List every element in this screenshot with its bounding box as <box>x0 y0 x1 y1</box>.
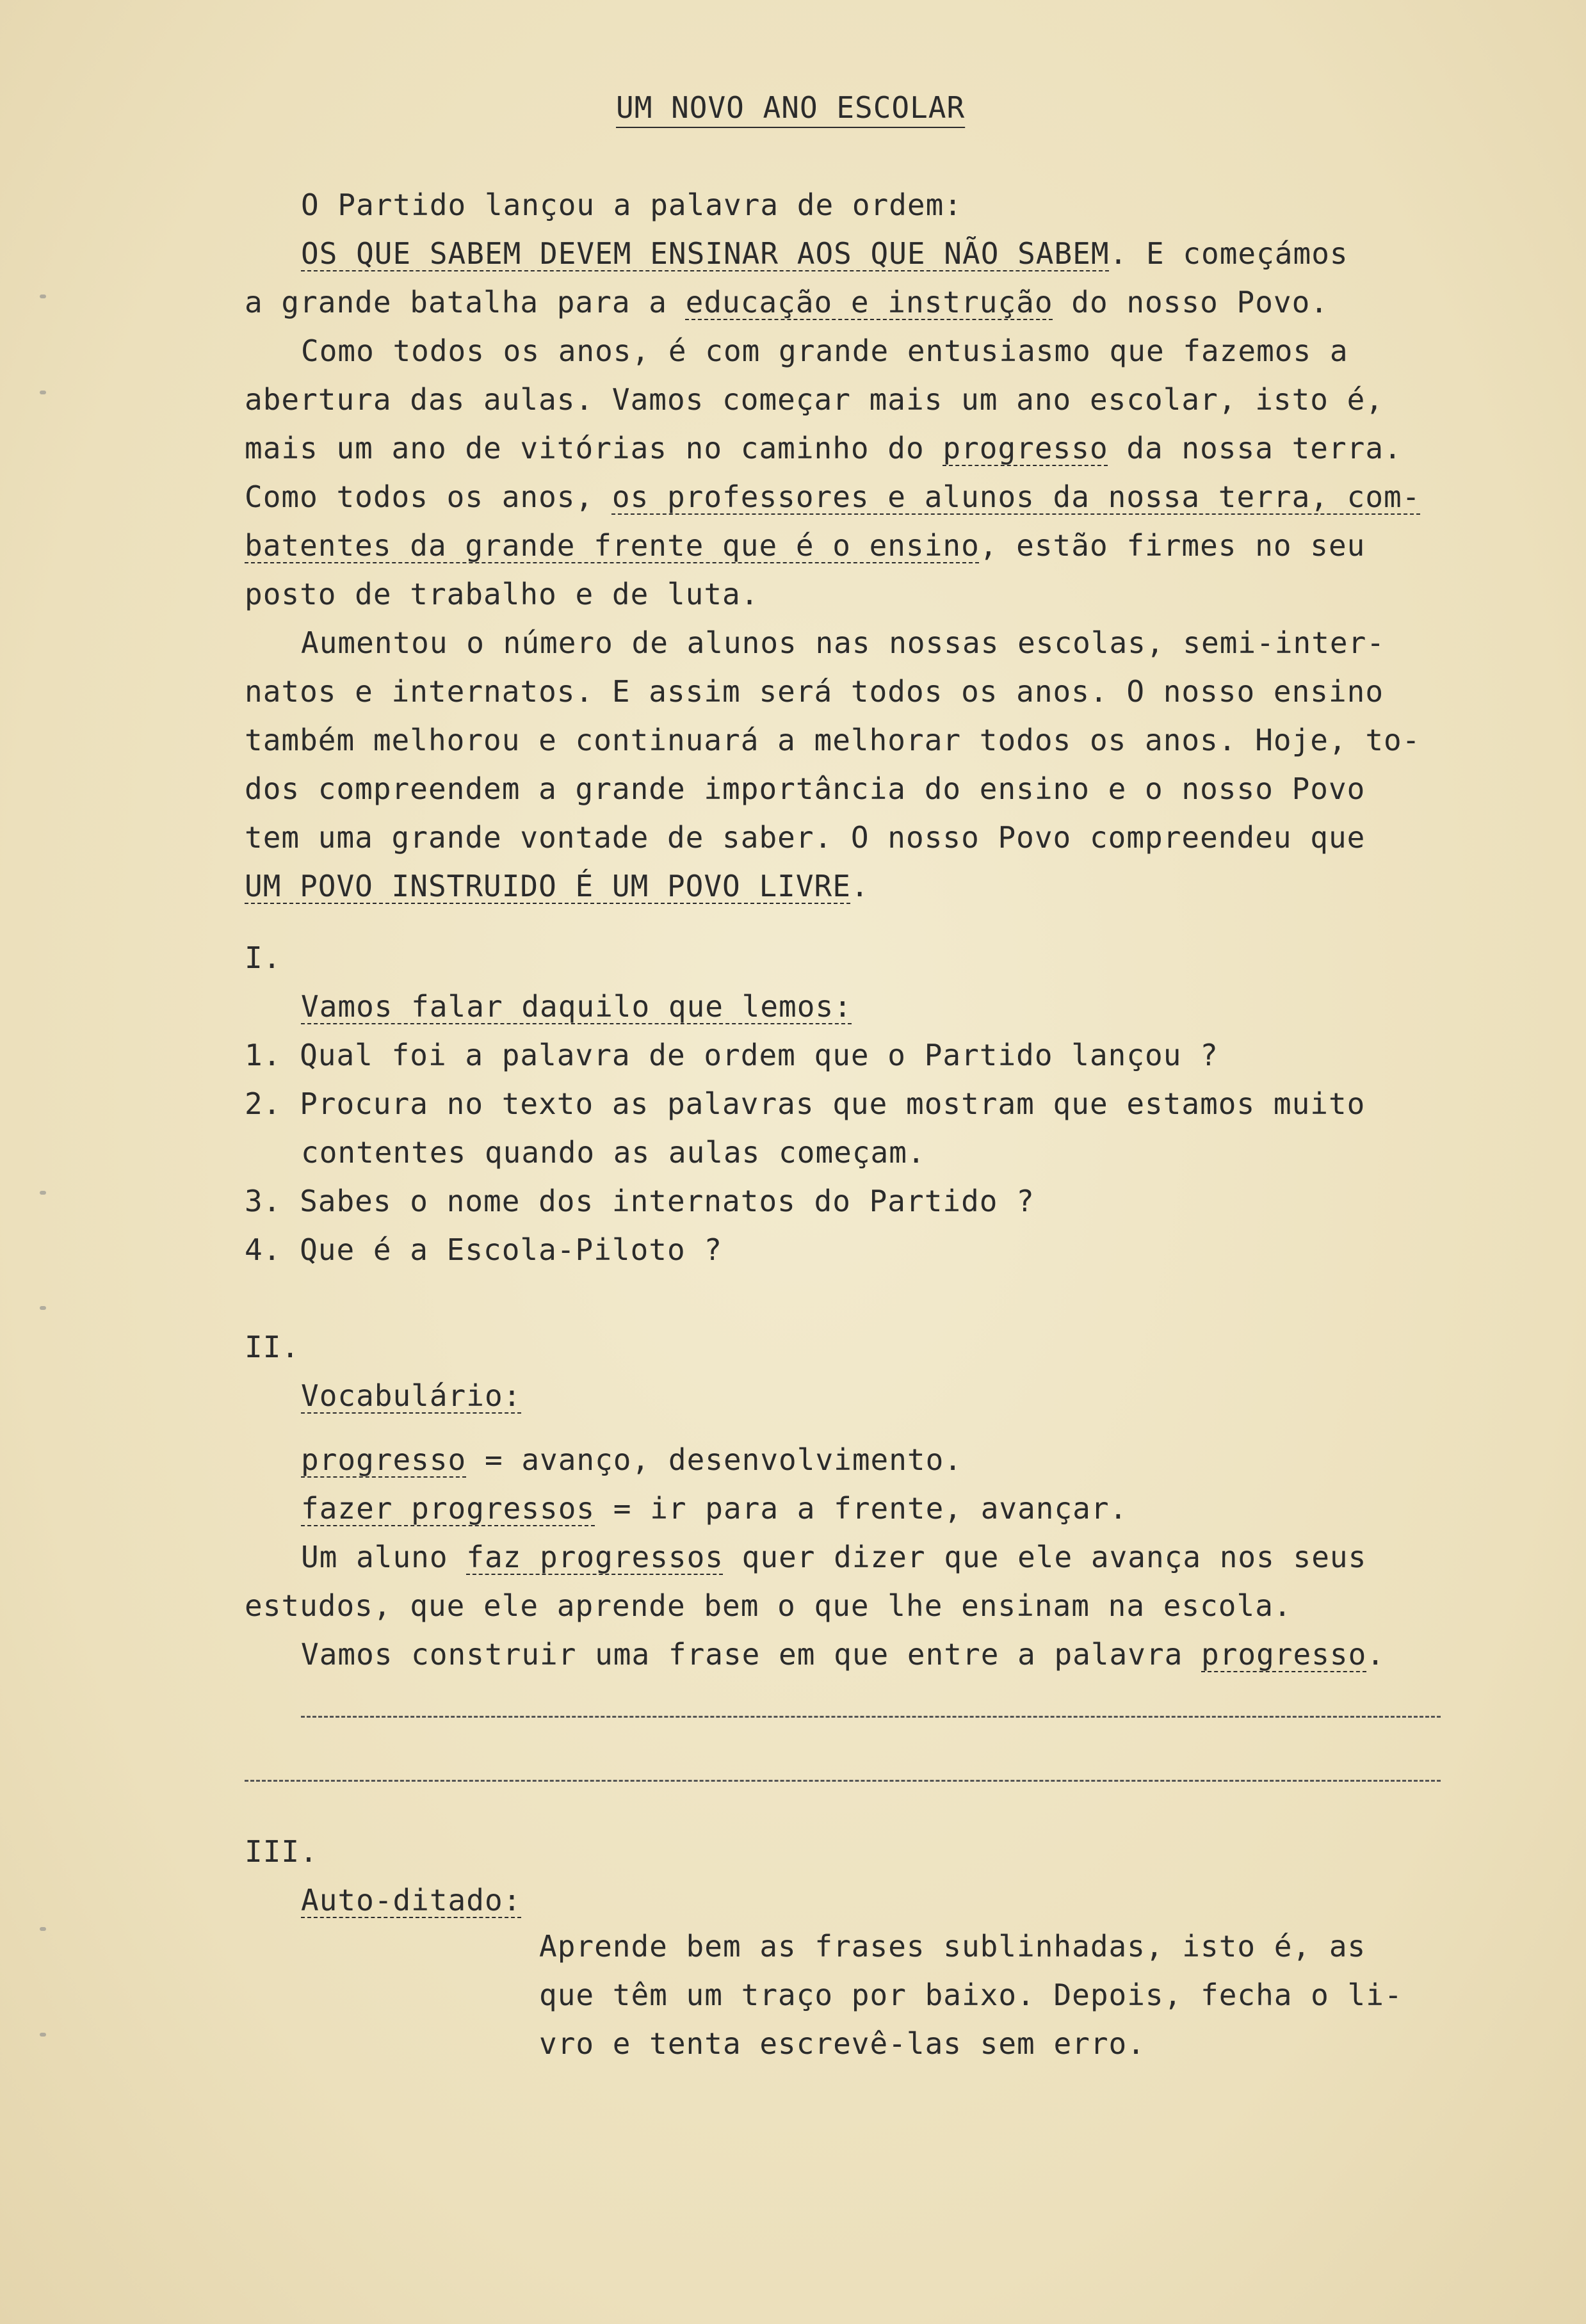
section-1-number: I. <box>245 940 282 975</box>
vocab-line-3-a: Um aluno <box>301 1540 467 1574</box>
vocab-line-3 <box>301 1538 1366 1576</box>
intro-line-6-a: mais um ano de vitórias no caminho do <box>245 431 943 465</box>
question-4: 4. Que é a Escola-Piloto ? <box>245 1232 723 1267</box>
intro-line-12: também melhorou e continuará a melhorar todos os anos. Hoje, to- <box>245 723 1421 757</box>
vocab-line-2 <box>301 1489 1128 1528</box>
intro-line-3-a: a grande batalha para a <box>245 285 686 319</box>
vocab-line-1 <box>301 1440 962 1479</box>
intro-line-15 <box>245 867 870 905</box>
vocab-def-1: = avanço, desenvolvimento. <box>466 1442 962 1477</box>
question-1: 1. Qual foi a palavra de ordem que o Partido lançou ? <box>245 1038 1218 1072</box>
intro-line-3 <box>245 283 1329 321</box>
vocab-def-2: = ir para a frente, avançar. <box>595 1491 1128 1526</box>
free-people-underlined: UM POVO INSTRUIDO É UM POVO LIVRE <box>245 869 851 903</box>
vocab-line-3-b: quer dizer que ele avança nos seus <box>723 1540 1367 1574</box>
question-3: 3. Sabes o nome dos internatos do Partido ? <box>245 1184 1035 1218</box>
intro-line-7 <box>245 478 1420 516</box>
intro-line-2 <box>301 234 1348 273</box>
section-2-number: II. <box>245 1330 300 1364</box>
dictation-line-3: vro e tenta escrevê-las sem erro. <box>539 2026 1145 2061</box>
progresso-underlined: progresso <box>943 431 1108 465</box>
intro-line-7-a: Como todos os anos, <box>245 480 612 514</box>
intro-line-6-b: da nossa terra. <box>1108 431 1402 465</box>
section-3-heading: Auto-ditado: <box>301 1883 522 1917</box>
teachers-underlined: os professores e alunos da nossa terra, com- <box>611 480 1421 514</box>
intro-line-5: abertura das aulas. Vamos começar mais um ano escolar, isto é, <box>245 382 1384 417</box>
page-title: UM NOVO ANO ESCOLAR <box>616 90 966 125</box>
section-3-number: III. <box>245 1834 318 1869</box>
binding-hole-mark <box>40 1306 46 1310</box>
vocab-example-underlined: faz progressos <box>466 1540 724 1574</box>
intro-line-8-b: , estão firmes no seu <box>979 528 1366 563</box>
answer-line-1 <box>301 1716 1441 1718</box>
combatants-underlined: batentes da grande frente que é o ensino <box>245 528 980 563</box>
intro-line-10: Aumentou o número de alunos nas nossas escolas, semi-inter- <box>301 625 1385 660</box>
answer-line-2 <box>245 1780 1441 1782</box>
vocab-term-2: fazer progressos <box>301 1491 595 1526</box>
intro-line-8 <box>245 526 1365 565</box>
intro-line-15-b: . <box>850 869 870 903</box>
vocab-word-underlined: progresso <box>1201 1637 1367 1672</box>
slogan-underlined: OS QUE SABEM DEVEM ENSINAR AOS QUE NÃO SABEM <box>301 236 1110 271</box>
binding-hole-mark <box>40 1927 46 1931</box>
binding-hole-mark <box>40 2033 46 2037</box>
intro-line-1: O Partido lançou a palavra de ordem: <box>301 188 962 222</box>
vocab-line-5 <box>301 1635 1385 1674</box>
section-1-heading: Vamos falar daquilo que lemos: <box>301 989 852 1024</box>
binding-hole-mark <box>40 295 46 298</box>
dictation-line-1: Aprende bem as frases sublinhadas, isto é, as <box>539 1929 1366 1964</box>
vocab-line-5-b: . <box>1366 1637 1385 1672</box>
intro-line-2-tail: . E começámos <box>1109 236 1348 271</box>
intro-line-14: tem uma grande vontade de saber. O nosso Povo compreendeu que <box>245 820 1366 855</box>
intro-line-11: natos e internatos. E assim será todos os anos. O nosso ensino <box>245 674 1384 709</box>
education-underlined: educação e instrução <box>685 285 1053 319</box>
intro-line-3-b: do nosso Povo. <box>1053 285 1329 319</box>
intro-line-6 <box>245 429 1402 467</box>
binding-hole-mark <box>40 391 46 394</box>
intro-line-13: dos compreendem a grande importância do ensino e o nosso Povo <box>245 771 1366 806</box>
question-2: 2. Procura no texto as palavras que mostram que estamos muito <box>245 1086 1366 1121</box>
vocab-line-5-a: Vamos construir uma frase em que entre a palavra <box>301 1637 1202 1672</box>
vocab-term-1: progresso <box>301 1442 467 1477</box>
question-2-cont: contentes quando as aulas começam. <box>301 1135 926 1170</box>
intro-line-4: Como todos os anos, é com grande entusiasmo que fazemos a <box>301 334 1348 368</box>
intro-line-9: posto de trabalho e de luta. <box>245 577 759 611</box>
dictation-line-2: que têm um traço por baixo. Depois, fecha o li- <box>539 1978 1403 2012</box>
binding-hole-mark <box>40 1191 46 1195</box>
vocab-line-4: estudos, que ele aprende bem o que lhe ensinam na escola. <box>245 1588 1292 1623</box>
section-2-heading: Vocabulário: <box>301 1378 522 1413</box>
